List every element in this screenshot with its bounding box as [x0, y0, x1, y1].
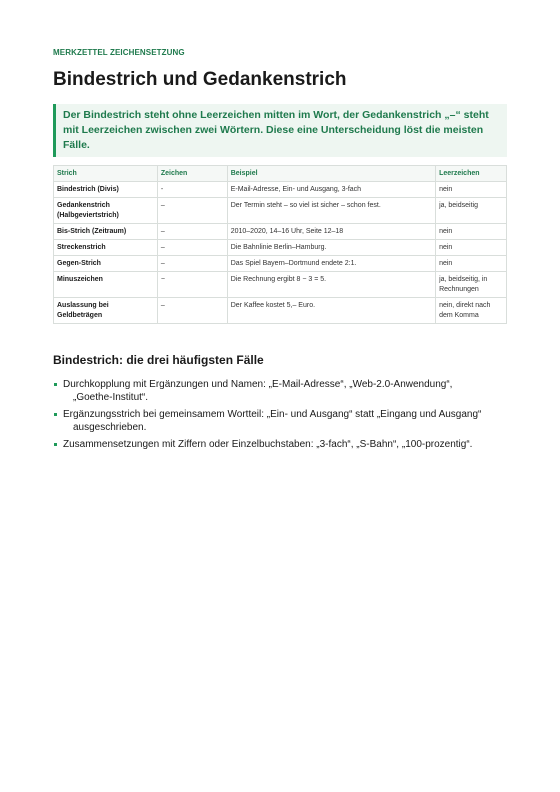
- list-item-continuation: ausgeschrieben.: [73, 421, 147, 433]
- cell-leerzeichen: nein: [436, 182, 507, 198]
- cell-beispiel: Die Rechnung ergibt 8 − 3 = 5.: [227, 272, 435, 298]
- cell-beispiel: Der Termin steht – so viel ist sicher – schon fest.: [227, 198, 435, 224]
- list-item-continuation: „Goethe-Institut“.: [73, 391, 149, 403]
- bullet-square-icon: [54, 443, 57, 446]
- kicker: MERKZETTEL ZEICHENSETZUNG: [53, 48, 185, 57]
- table-row: [54, 240, 507, 256]
- summary-callout: Der Bindestrich steht ohne Leerzeichen mitten im Wort, der Gedankenstrich „–“ steht mit Leerzeichen zwischen zwei Wörtern. Diese eine Unterscheidung löst die meisten Fälle.: [53, 104, 507, 157]
- cell-leerzeichen: nein, direkt nach dem Komma: [436, 298, 507, 324]
- column-header-beispiel: Beispiel: [227, 166, 435, 182]
- cell-zeichen: -: [157, 182, 227, 198]
- cell-zeichen: –: [157, 224, 227, 240]
- cell-zeichen: –: [157, 256, 227, 272]
- bullet-square-icon: [54, 413, 57, 416]
- cell-beispiel: Das Spiel Bayern–Dortmund endete 2:1.: [227, 256, 435, 272]
- cell-leerzeichen: ja, beidseitig, in Rechnungen: [436, 272, 507, 298]
- case-list: [53, 378, 507, 451]
- list-item-text: Zusammensetzungen mit Ziffern oder Einzelbuchstaben: „3-fach“, „S-Bahn“, „100-prozentig“.: [63, 438, 473, 450]
- cell-strich: Auslassung bei Geldbeträgen: [54, 298, 158, 324]
- cell-leerzeichen: nein: [436, 256, 507, 272]
- cell-beispiel: Der Kaffee kostet 5,– Euro.: [227, 298, 435, 324]
- column-header-strich: Strich: [54, 166, 158, 182]
- cell-leerzeichen: nein: [436, 224, 507, 240]
- cell-beispiel: 2010–2020, 14–16 Uhr, Seite 12–18: [227, 224, 435, 240]
- list-item: [53, 438, 507, 451]
- cell-strich: Gegen-Strich: [54, 256, 158, 272]
- cell-beispiel: Die Bahnlinie Berlin–Hamburg.: [227, 240, 435, 256]
- list-item: [53, 378, 507, 404]
- cell-zeichen: –: [157, 198, 227, 224]
- cell-leerzeichen: ja, beidseitig: [436, 198, 507, 224]
- cell-strich: Bis-Strich (Zeitraum): [54, 224, 158, 240]
- table-row: [54, 198, 507, 224]
- table-row: [54, 256, 507, 272]
- cell-leerzeichen: nein: [436, 240, 507, 256]
- column-header-leerzeichen: Leerzeichen: [436, 166, 507, 182]
- cell-zeichen: –: [157, 298, 227, 324]
- cell-strich: Gedankenstrich (Halbgeviertstrich): [54, 198, 158, 224]
- table-row: [54, 182, 507, 198]
- table-row: [54, 272, 507, 298]
- table-row: [54, 224, 507, 240]
- list-item: [53, 408, 507, 434]
- cell-zeichen: −: [157, 272, 227, 298]
- section-title: Bindestrich: die drei häufigsten Fälle: [53, 353, 264, 367]
- page-title: Bindestrich und Gedankenstrich: [53, 69, 347, 90]
- table-row: [54, 298, 507, 324]
- cell-strich: Streckenstrich: [54, 240, 158, 256]
- reference-table: [53, 165, 507, 324]
- cell-beispiel: E-Mail-Adresse, Ein- und Ausgang, 3-fach: [227, 182, 435, 198]
- cell-zeichen: –: [157, 240, 227, 256]
- list-item-text: Ergänzungsstrich bei gemeinsamem Wortteil: „Ein- und Ausgang“ statt „Eingang und Ausgang“: [63, 408, 482, 420]
- document-page: [53, 47, 507, 455]
- column-header-zeichen: Zeichen: [157, 166, 227, 182]
- list-item-text: Durchkopplung mit Ergänzungen und Namen: „E-Mail-Adresse“, „Web-2.0-Anwendung“,: [63, 378, 453, 390]
- table-header-row: [54, 166, 507, 182]
- cell-strich: Bindestrich (Divis): [54, 182, 158, 198]
- cell-strich: Minuszeichen: [54, 272, 158, 298]
- bullet-square-icon: [54, 383, 57, 386]
